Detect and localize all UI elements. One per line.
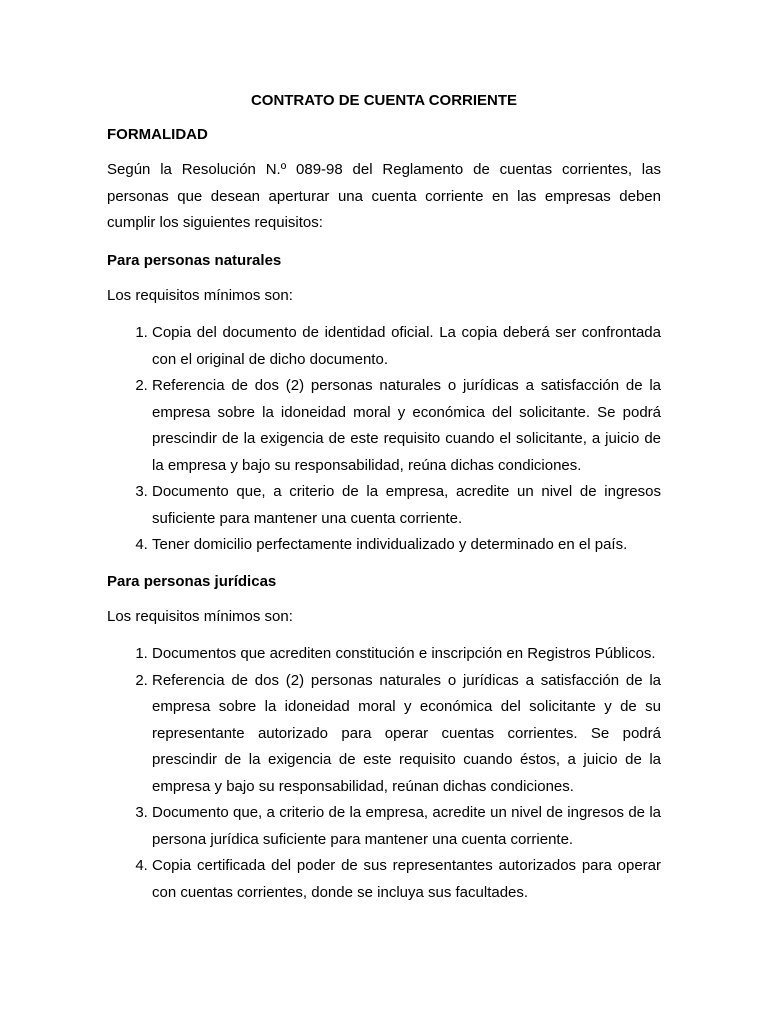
naturales-requirements-list bbox=[107, 320, 661, 559]
naturales-intro: Los requisitos mínimos son: bbox=[107, 286, 293, 304]
heading-personas-naturales: Para personas naturales bbox=[107, 251, 282, 269]
list-item: 4. Tener domicilio perfectamente individualizado y determinado en el país. bbox=[152, 532, 661, 559]
juridicas-requirements-list bbox=[107, 641, 661, 906]
list-item: 3. Documento que, a criterio de la empresa, acredite un nivel de ingresos suficiente para mantener una cuenta corriente. bbox=[152, 479, 661, 532]
juridicas-intro: Los requisitos mínimos son: bbox=[107, 607, 293, 625]
document-title: CONTRATO DE CUENTA CORRIENTE bbox=[250, 92, 518, 109]
list-item: 4. Copia certificada del poder de sus representantes autorizados para operar con cuentas corrientes, donde se incluya sus facultades. bbox=[152, 853, 661, 906]
list-item: 3. Documento que, a criterio de la empresa, acredite un nivel de ingresos de la persona jurídica suficiente para mantener una cuenta corriente. bbox=[152, 800, 661, 853]
list-item: 2. Referencia de dos (2) personas naturales o jurídicas a satisfacción de la empresa sobre la idoneidad moral y económica del solicitante. Se podrá prescindir de la exigencia de este requisito cuando el solicitante, a juicio de la empresa y bajo su responsabilidad, reúna dichas condiciones. bbox=[152, 373, 661, 479]
list-item: 2. Referencia de dos (2) personas naturales o jurídicas a satisfacción de la empresa sobre la idoneidad moral y económica del solicitante y de su representante autorizado para operar cuentas corrientes. Se podrá prescindir de la exigencia de este requisito cuando éstos, a juicio de la empresa y bajo su responsabilidad, reúnan dichas condiciones. bbox=[152, 668, 661, 801]
list-item: 1. Copia del documento de identidad oficial. La copia deberá ser confrontada con el original de dicho documento. bbox=[152, 320, 661, 373]
section-heading-formalidad: FORMALIDAD bbox=[107, 126, 208, 143]
intro-paragraph: Según la Resolución N.º 089-98 del Reglamento de cuentas corrientes, las personas que desean aperturar una cuenta corriente en las empresas deben cumplir los siguientes requisitos: bbox=[107, 161, 661, 231]
document-page bbox=[107, 88, 661, 916]
list-item: 1. Documentos que acrediten constitución e inscripción en Registros Públicos. bbox=[152, 641, 661, 668]
heading-personas-juridicas: Para personas jurídicas bbox=[107, 572, 277, 590]
